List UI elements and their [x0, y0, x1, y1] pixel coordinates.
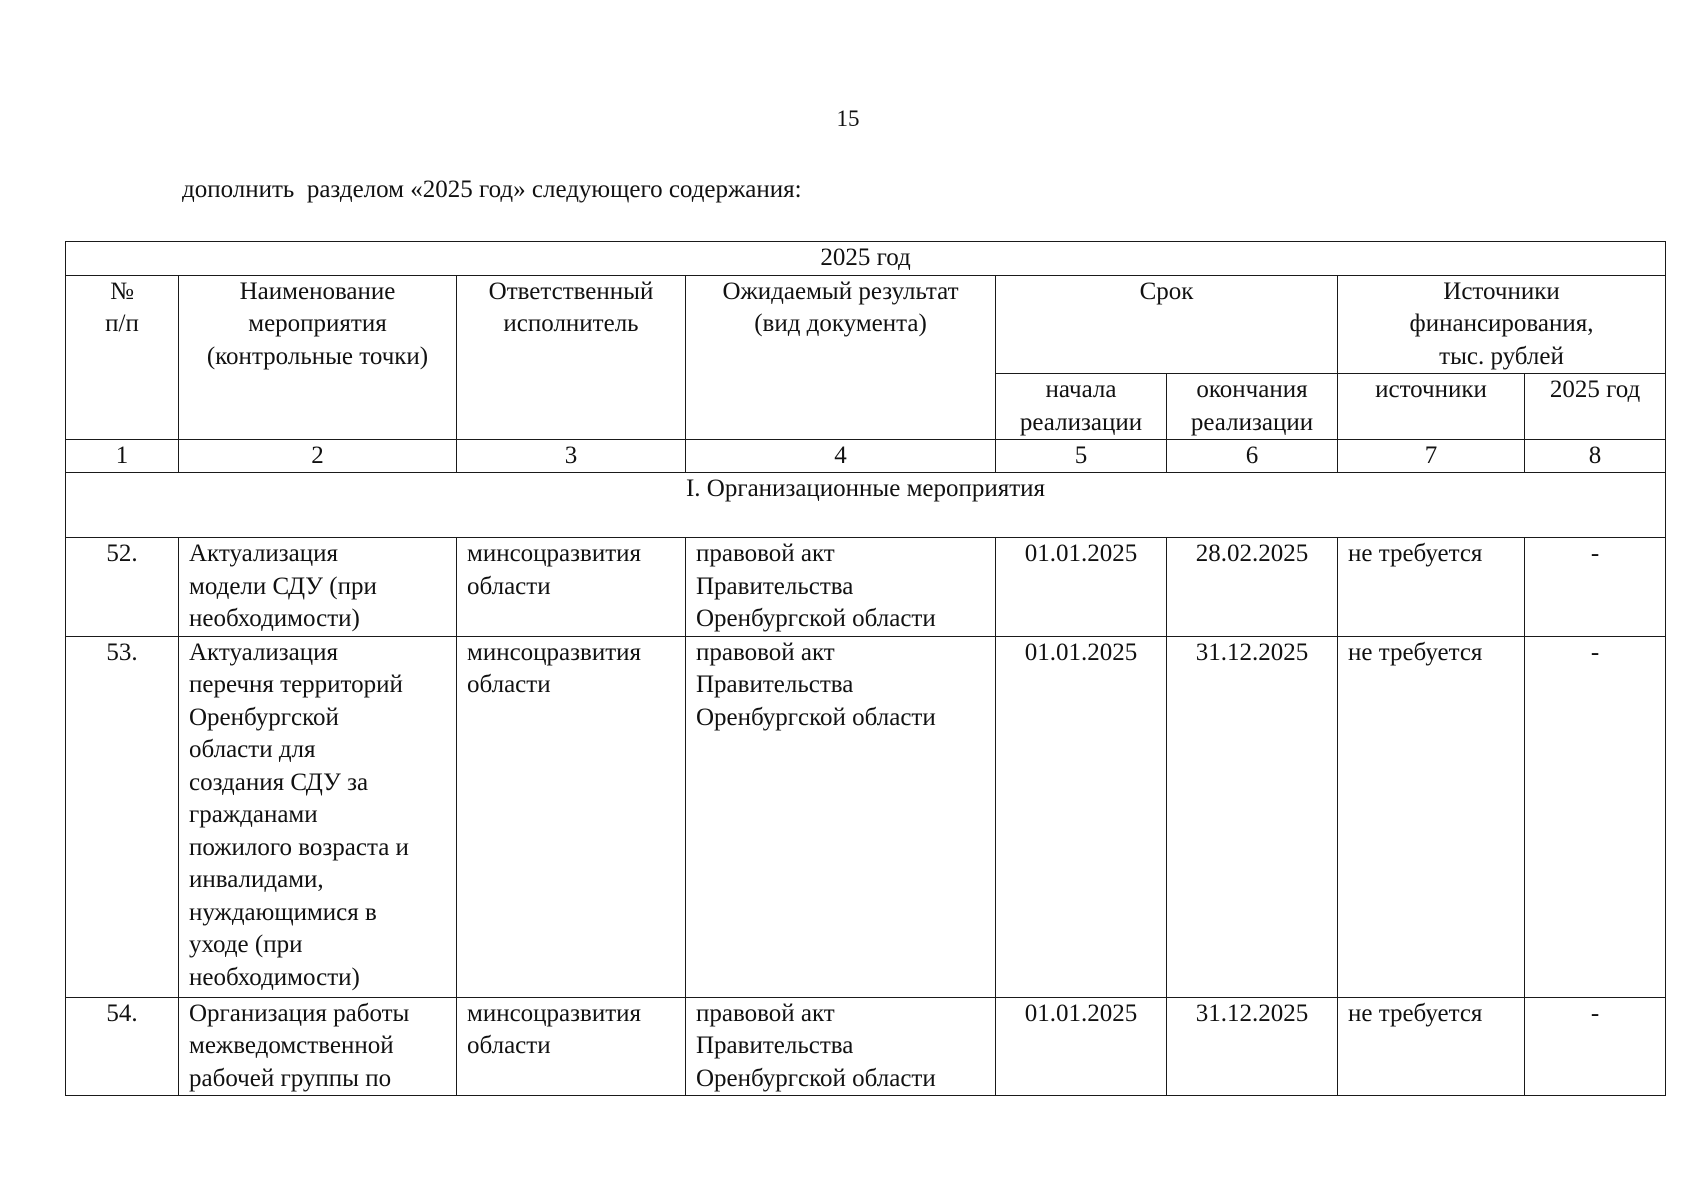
row-start-date: 01.01.2025 — [996, 636, 1167, 997]
row-executor: минсоцразвития области — [457, 538, 686, 637]
header-finance-year: 2025 год — [1525, 374, 1666, 440]
row-end-date: 28.02.2025 — [1167, 538, 1338, 637]
row-amount: - — [1525, 538, 1666, 637]
header-term-start: начала реализации — [996, 374, 1167, 440]
row-name: Организация работы межведомственной рабочей группы по — [179, 997, 457, 1096]
row-source: не требуется — [1338, 538, 1525, 637]
intro-text: дополнить разделом «2025 год» следующего содержания: — [182, 176, 802, 203]
row-num: 54. — [66, 997, 179, 1096]
table-row — [66, 997, 1666, 1096]
header-term: Срок — [996, 275, 1338, 374]
header-result: Ожидаемый результат (вид документа) — [686, 275, 996, 440]
table-row — [66, 636, 1666, 997]
row-start-date: 01.01.2025 — [996, 538, 1167, 637]
column-number: 7 — [1338, 440, 1525, 473]
column-number: 6 — [1167, 440, 1338, 473]
header-term-end: окончания реализации — [1167, 374, 1338, 440]
header-finance: Источники финансирования, тыс. рублей — [1338, 275, 1666, 374]
column-number: 1 — [66, 440, 179, 473]
row-result: правовой акт Правительства Оренбургской области — [686, 636, 996, 997]
action-plan-table — [65, 241, 1666, 1096]
row-end-date: 31.12.2025 — [1167, 997, 1338, 1096]
header-executor: Ответственный исполнитель — [457, 275, 686, 440]
table-row — [66, 538, 1666, 637]
row-num: 52. — [66, 538, 179, 637]
row-start-date: 01.01.2025 — [996, 997, 1167, 1096]
section-row — [66, 473, 1666, 538]
header-finance-sources: источники — [1338, 374, 1525, 440]
page-number: 15 — [836, 106, 860, 131]
row-amount: - — [1525, 997, 1666, 1096]
row-executor: минсоцразвития области — [457, 997, 686, 1096]
column-number: 3 — [457, 440, 686, 473]
column-number: 8 — [1525, 440, 1666, 473]
row-name: Актуализация модели СДУ (при необходимости) — [179, 538, 457, 637]
header-num: № п/п — [66, 275, 179, 440]
column-number: 5 — [996, 440, 1167, 473]
row-source: не требуется — [1338, 636, 1525, 997]
row-result: правовой акт Правительства Оренбургской области — [686, 997, 996, 1096]
row-num: 53. — [66, 636, 179, 997]
row-result: правовой акт Правительства Оренбургской области — [686, 538, 996, 637]
section-title: I. Организационные мероприятия — [66, 473, 1666, 538]
table-title: 2025 год — [66, 242, 1666, 276]
row-amount: - — [1525, 636, 1666, 997]
row-executor: минсоцразвития области — [457, 636, 686, 997]
row-end-date: 31.12.2025 — [1167, 636, 1338, 997]
header-name: Наименование мероприятия (контрольные точки) — [179, 275, 457, 440]
column-number: 4 — [686, 440, 996, 473]
row-source: не требуется — [1338, 997, 1525, 1096]
row-name: Актуализация перечня территорий Оренбургской области для создания СДУ за гражданами пожилого возраста и инвалидами, нуждающимися в уходе (при необходимости) — [179, 636, 457, 997]
table-title-row — [66, 242, 1666, 276]
header-row-primary — [66, 275, 1666, 374]
column-number: 2 — [179, 440, 457, 473]
column-number-row — [66, 440, 1666, 473]
